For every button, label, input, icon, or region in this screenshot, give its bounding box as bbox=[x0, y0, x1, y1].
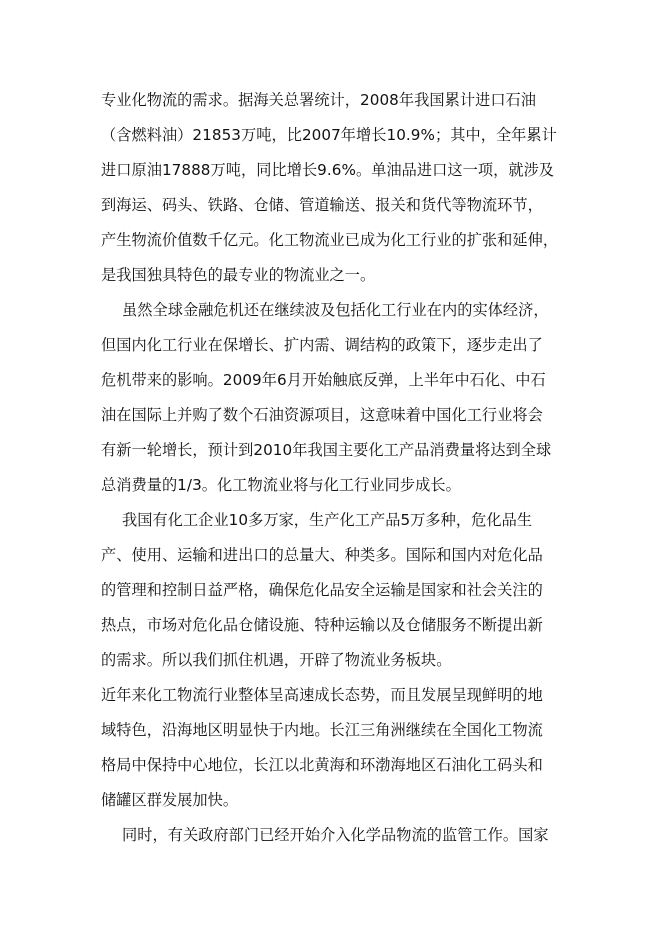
text-line: 近年来化工物流行业整体呈高速成长态势，而且发展呈现鲜明的地 bbox=[101, 686, 543, 704]
text-line: （含燃料油）21853万吨，比2007年增长10.9%；其中，全年累计 bbox=[101, 126, 557, 144]
text-line: 危机带来的影响。2009年6月开始触底反弹，上半年中石化、中石 bbox=[101, 371, 546, 389]
text-line: 有新一轮增长，预计到2010年我国主要化工产品消费量将达到全球 bbox=[101, 441, 552, 459]
text-line: 储罐区群发展加快。 bbox=[101, 791, 239, 809]
text-line: 到海运、码头、铁路、仓储、管道输送、报关和货代等物流环节， bbox=[101, 196, 543, 214]
text-line: 我国有化工企业10多万家，生产化工产品5万多种，危化品生 bbox=[122, 511, 533, 529]
text-line: 是我国独具特色的最专业的物流业之一。 bbox=[101, 266, 376, 284]
text-line: 格局中保持中心地位，长江以北黄海和环渤海地区石油化工码头和 bbox=[101, 756, 543, 774]
text-line: 但国内化工行业在保增长、扩内需、调结构的政策下，逐步走出了 bbox=[101, 336, 543, 354]
text-line: 总消费量的1/3。化工物流业将与化工行业同步成长。 bbox=[101, 476, 461, 494]
text-line: 进口原油17888万吨，同比增长9.6%。单油品进口这一项，就涉及 bbox=[101, 161, 555, 179]
document-body bbox=[101, 83, 563, 853]
text-line: 虽然全球金融危机还在继续波及包括化工行业在内的实体经济， bbox=[122, 301, 549, 319]
text-line: 域特色，沿海地区明显快于内地。长江三角洲继续在全国化工物流 bbox=[101, 721, 543, 739]
text-line: 同时，有关政府部门已经开始介入化学品物流的监管工作。国家 bbox=[122, 826, 549, 844]
text-line: 产、使用、运输和进出口的总量大、种类多。国际和国内对危化品 bbox=[101, 546, 543, 564]
text-line: 产生物流价值数千亿元。化工物流业已成为化工行业的扩张和延伸， bbox=[101, 231, 559, 249]
text-line: 的管理和控制日益严格，确保危化品安全运输是国家和社会关注的 bbox=[101, 581, 543, 599]
text-line: 的需求。所以我们抓住机遇，开辟了物流业务板块。 bbox=[101, 651, 452, 669]
text-line: 油在国际上并购了数个石油资源项目，这意味着中国化工行业将会 bbox=[101, 406, 543, 424]
text-line: 专业化物流的需求。据海关总署统计，2008年我国累计进口石油 bbox=[101, 91, 537, 109]
text-line: 热点，市场对危化品仓储设施、特种运输以及仓储服务不断提出新 bbox=[101, 616, 543, 634]
